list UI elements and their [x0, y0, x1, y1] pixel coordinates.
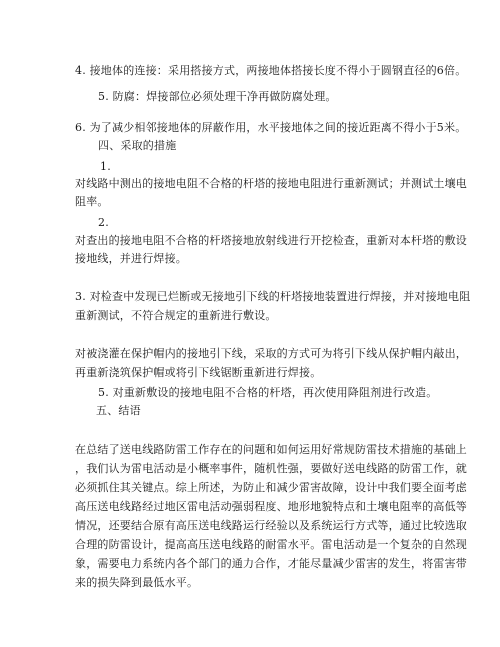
conclusion-line: 必须抓住其关键点。综上所述，为防止和减少雷害故障，设计中我们要全面考虑 — [75, 481, 467, 494]
measure-4-line-1: 对被浇灌在保护帽内的接地引下线，采取的方式可为将引下线从保护帽内敲出， — [75, 347, 467, 360]
paragraph-anticorrosion: 5. 防腐：焊接部位必须处理干净再做防腐处理。 — [98, 90, 337, 103]
measure-2-number: 2. — [98, 216, 109, 229]
conclusion-line: 高压送电线路经过地区雷电活动强弱程度、地形地貌特点和土壤电阻率的高低等 — [75, 500, 467, 513]
measure-5: 5. 对重新敷设的接地电阻不合格的杆塔，再次使用降阻剂进行改造。 — [98, 386, 438, 399]
conclusion-line: 合理的防雷设计，提高高压送电线路的耐雷水平。雷电活动是一个复杂的自然现 — [75, 538, 467, 551]
conclusion-line: 情况，还要结合原有高压送电线路运行经验以及系统运行方式等，通过比较选取 — [75, 519, 467, 532]
section-heading-4: 四、采取的措施 — [98, 139, 177, 152]
measure-1-number: 1. — [100, 160, 111, 173]
measure-2-line-2: 接地线，并进行焊接。 — [75, 252, 187, 265]
conclusion-line: 来的损失降到最低水平。 — [75, 576, 199, 589]
conclusion-line: 象，需要电力系统内各个部门的通力合作，才能尽量减少雷害的发生，将雷害带 — [75, 557, 467, 570]
measure-2-line-1: 对查出的接地电阻不合格的杆塔接地放射线进行开挖检查，重新对本杆塔的敷设 — [75, 234, 467, 247]
measure-4-line-2: 再重新浇筑保护帽或将引下线锯断重新进行焊接。 — [75, 366, 322, 379]
measure-3-line-2: 重新测试，不符合规定的重新进行敷设。 — [75, 309, 277, 322]
paragraph-item-4: 4. 接地体的连接：采用搭接方式，两接地体搭接长度不得小于圆钢直径的6倍。 — [75, 64, 467, 77]
conclusion-line: 在总结了送电线路防雷工作存在的问题和如何运用好常规防雷技术措施的基础上 — [75, 443, 467, 456]
measure-1-line-1: 对线路中测出的接地电阻不合格的杆塔的接地电阻进行重新测试；并测试土壤电 — [75, 177, 467, 190]
conclusion-line: ，我们认为雷电活动是小概率事件，随机性强，要做好送电线路的防雷工作，就 — [75, 462, 467, 475]
section-heading-5: 五、结语 — [96, 404, 141, 417]
measure-3-line-1: 3. 对检查中发现已烂断或无接地引下线的杆塔接地装置进行焊接，并对接地电阻 — [75, 290, 471, 303]
paragraph-item-6: 6. 为了减少相邻接地体的屏蔽作用，水平接地体之间的接近距离不得小于5米。 — [75, 121, 467, 134]
measure-1-line-2: 阻率。 — [75, 195, 109, 208]
